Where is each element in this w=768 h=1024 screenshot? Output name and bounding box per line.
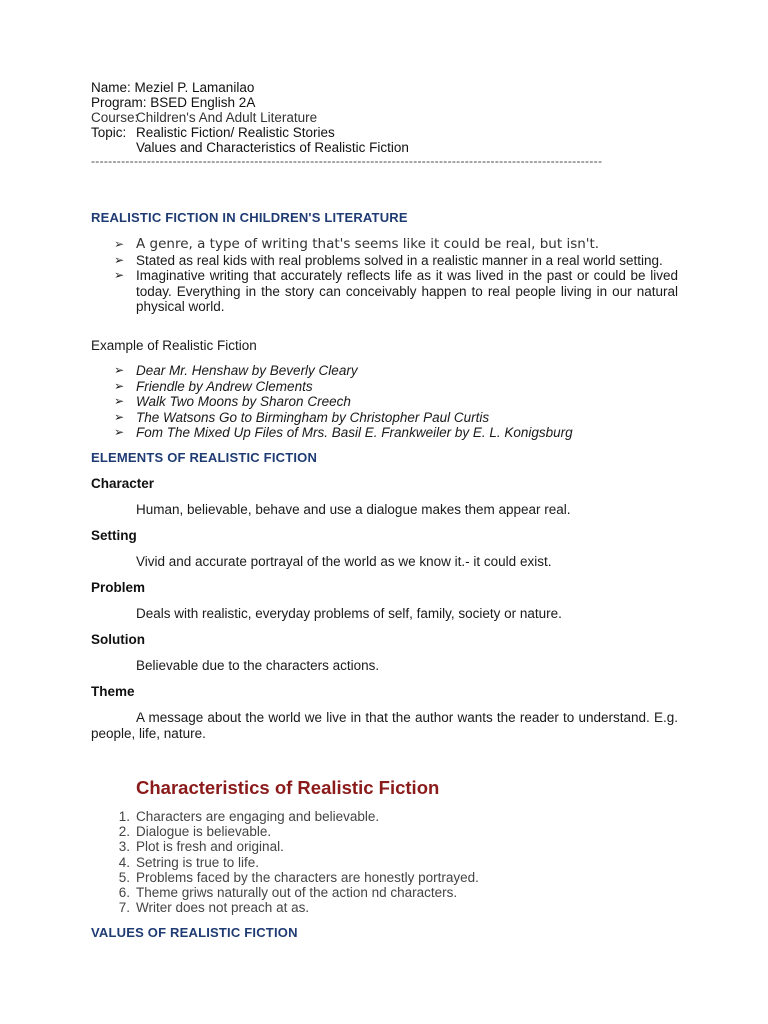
element-heading-solution: Solution xyxy=(91,632,145,647)
course-label: Course: xyxy=(91,110,139,125)
section-title-values: VALUES OF REALISTIC FICTION xyxy=(91,925,298,940)
list-item: ➢ Fom The Mixed Up Files of Mrs. Basil E. Frankweiler by E. L. Konigsburg xyxy=(114,425,573,440)
section-title-elements: ELEMENTS OF REALISTIC FICTION xyxy=(91,450,318,465)
list-item: ➢ Imaginative writing that accurately reflects life as it was lived in the past or could be lived today. Everything in the story can conceivably happen to real people living in our natural physical world. xyxy=(114,268,678,314)
topic-line xyxy=(91,125,335,140)
program: Program: BSED English 2A xyxy=(91,95,256,110)
topic-line2: Values and Characteristics of Realistic Fiction xyxy=(136,140,409,155)
element-heading-character: Character xyxy=(91,476,155,491)
list-item: 3. Plot is fresh and original. xyxy=(118,839,284,855)
examples-label: Example of Realistic Fiction xyxy=(91,338,257,353)
element-text-setting: Vivid and accurate portrayal of the world as we know it.- it could exist. xyxy=(136,554,552,569)
characteristics-list xyxy=(112,809,672,915)
course-line xyxy=(91,110,317,125)
topic-line1: Realistic Fiction/ Realistic Stories xyxy=(136,125,335,140)
arrow-bullet-icon: ➢ xyxy=(114,363,125,377)
list-item: 7. Writer does not preach at as. xyxy=(118,900,310,916)
arrow-bullet-icon: ➢ xyxy=(114,378,125,393)
section-title-realistic-fiction: REALISTIC FICTION IN CHILDREN'S LITERATURE xyxy=(91,210,408,225)
list-item: ➢ The Watsons Go to Birmingham by Christopher Paul Curtis xyxy=(114,409,490,425)
element-heading-setting: Setting xyxy=(91,528,137,543)
list-item: 6. Theme griws naturally out of the action nd characters. xyxy=(118,885,458,901)
list-item: ➢ A genre, a type of writing that's seems like it could be real, but isn't. xyxy=(114,236,600,252)
course-value: Children's And Adult Literature xyxy=(136,110,318,125)
student-name: Name: Meziel P. Lamanilao xyxy=(91,80,255,95)
arrow-bullet-icon: ➢ xyxy=(114,425,125,439)
examples-list xyxy=(114,363,678,441)
list-item: ➢ Walk Two Moons by Sharon Creech xyxy=(114,394,351,409)
arrow-bullet-icon: ➢ xyxy=(114,268,125,282)
list-item: 5. Problems faced by the characters are honestly portrayed. xyxy=(118,869,479,885)
list-item: 1. Characters are engaging and believable. xyxy=(118,809,380,824)
definition-list xyxy=(114,237,678,315)
list-item: 2. Dialogue is believable. xyxy=(118,824,272,840)
arrow-bullet-icon: ➢ xyxy=(114,394,125,408)
arrow-bullet-icon: ➢ xyxy=(114,237,125,251)
list-item: 4. Setring is true to life. xyxy=(118,854,260,870)
element-heading-theme: Theme xyxy=(91,684,135,699)
list-item: ➢ Stated as real kids with real problems solved in a realistic manner in a real world setting. xyxy=(114,252,663,268)
element-text-problem: Deals with realistic, everyday problems of self, family, society or nature. xyxy=(136,606,562,621)
list-item: ➢ Friendle by Andrew Clements xyxy=(114,378,313,394)
element-heading-problem: Problem xyxy=(91,580,146,595)
element-text-theme: A message about the world we live in that the author wants the reader to understand. E.g. people, life, nature. xyxy=(91,710,678,741)
section-title-characteristics: Characteristics of Realistic Fiction xyxy=(136,777,440,798)
element-text-solution: Believable due to the characters actions. xyxy=(136,658,380,673)
element-text-character: Human, believable, behave and use a dialogue makes them appear real. xyxy=(136,502,571,517)
header-divider: ----------------------------------------------------------------------------------------------------------------------- xyxy=(91,154,603,168)
topic-label: Topic: xyxy=(91,125,127,140)
arrow-bullet-icon: ➢ xyxy=(114,409,125,424)
list-item: ➢ Dear Mr. Henshaw by Beverly Cleary xyxy=(114,363,358,378)
arrow-bullet-icon: ➢ xyxy=(114,252,125,267)
